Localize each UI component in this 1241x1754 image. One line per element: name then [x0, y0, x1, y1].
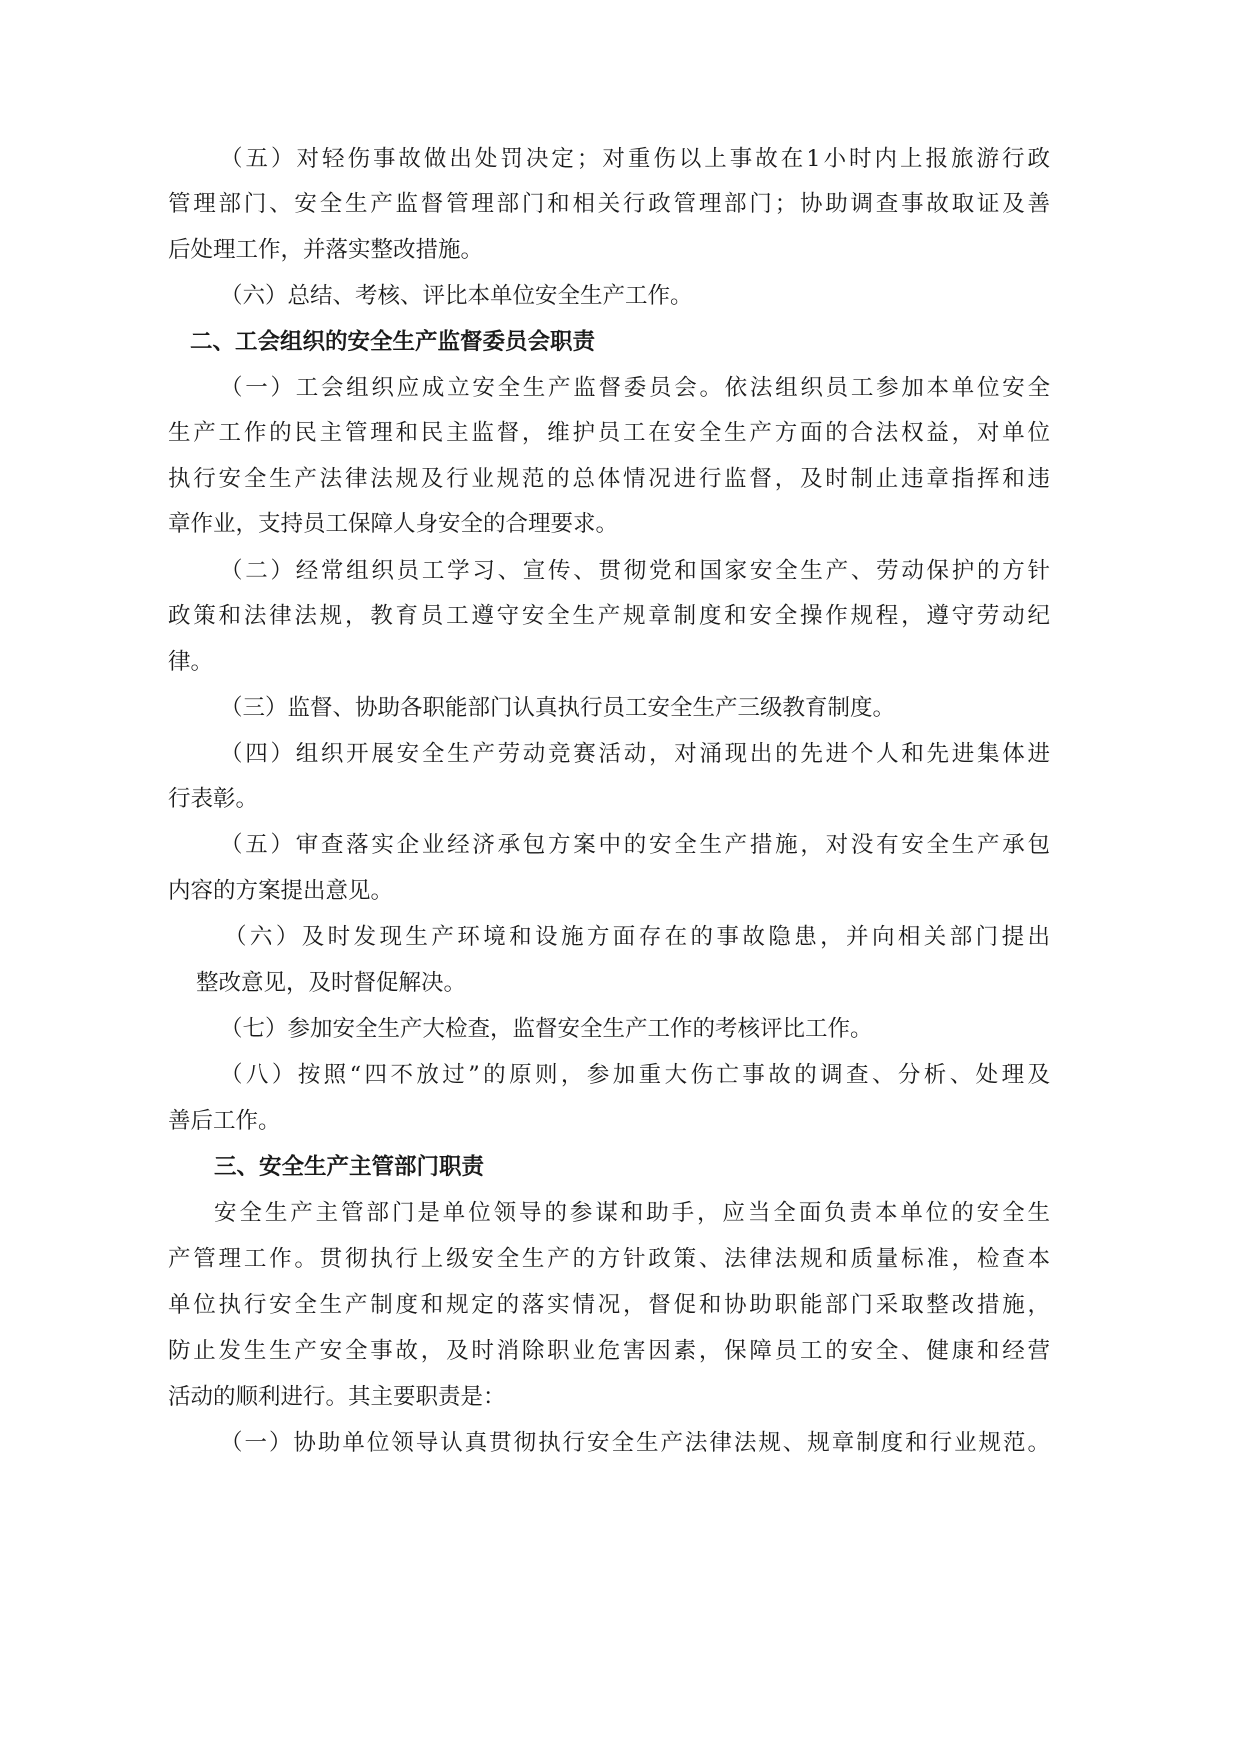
text-line: （二）经常组织员工学习、宣传、贯彻党和国家安全生产、劳动保护的方针	[220, 558, 1050, 584]
text-line: 后处理工作，并落实整改措施。	[168, 237, 484, 263]
text-line: （一）协助单位领导认真贯彻执行安全生产法律法规、规章制度和行业规范。	[220, 1430, 1050, 1456]
text-line: 管理部门、安全生产监督管理部门和相关行政管理部门；协助调查事故取证及善	[168, 191, 1050, 217]
heading-text: 三、安全生产主管部门职责	[214, 1154, 485, 1180]
text-line: 律。	[168, 649, 214, 675]
text-line: 安全生产主管部门是单位领导的参谋和助手，应当全面负责本单位的安全生	[214, 1200, 1050, 1226]
text-line: 活动的顺利进行。其主要职责是：	[168, 1384, 506, 1410]
text-line: 防止发生生产安全事故，及时消除职业危害因素，保障员工的安全、健康和经营	[168, 1338, 1050, 1364]
text-line: 善后工作。	[168, 1108, 281, 1134]
text-line: 执行安全生产法律法规及行业规范的总体情况进行监督，及时制止违章指挥和违	[168, 466, 1050, 492]
text-line: （六）及时发现生产环境和设施方面存在的事故隐患，并向相关部门提出	[224, 924, 1050, 950]
text-line: 整改意见，及时督促解决。	[196, 970, 467, 996]
text-line: 政策和法律法规，教育员工遵守安全生产规章制度和安全操作规程，遵守劳动纪	[168, 603, 1050, 629]
text-line: 单位执行安全生产制度和规定的落实情况，督促和协助职能部门采取整改措施，	[168, 1292, 1050, 1318]
text-line: （五）审查落实企业经济承包方案中的安全生产措施，对没有安全生产承包	[220, 832, 1050, 858]
text-line: 章作业，支持员工保障人身安全的合理要求。	[168, 511, 619, 537]
text-line: （八）按照“四不放过”的原则，参加重大伤亡事故的调查、分析、处理及	[220, 1062, 1050, 1088]
text-line: 生产工作的民主管理和民主监督，维护员工在安全生产方面的合法权益，对单位	[168, 420, 1050, 446]
text-line: 行表彰。	[168, 786, 259, 812]
text-line: （四）组织开展安全生产劳动竞赛活动，对涌现出的先进个人和先进集体进	[220, 741, 1050, 767]
text-line: 产管理工作。贯彻执行上级安全生产的方针政策、法律法规和质量标准，检查本	[168, 1246, 1050, 1272]
text-line: 内容的方案提出意见。	[168, 878, 394, 904]
text-line: （三）监督、协助各职能部门认真执行员工安全生产三级教育制度。	[220, 695, 896, 721]
heading-text: 二、工会组织的安全生产监督委员会职责	[190, 329, 596, 355]
text-line: （六）总结、考核、评比本单位安全生产工作。	[220, 283, 693, 309]
text-line: （一）工会组织应成立安全生产监督委员会。依法组织员工参加本单位安全	[220, 375, 1050, 401]
text-line: （七）参加安全生产大检查，监督安全生产工作的考核评比工作。	[220, 1016, 873, 1042]
text-line: （五）对轻伤事故做出处罚决定；对重伤以上事故在1小时内上报旅游行政	[220, 146, 1050, 172]
